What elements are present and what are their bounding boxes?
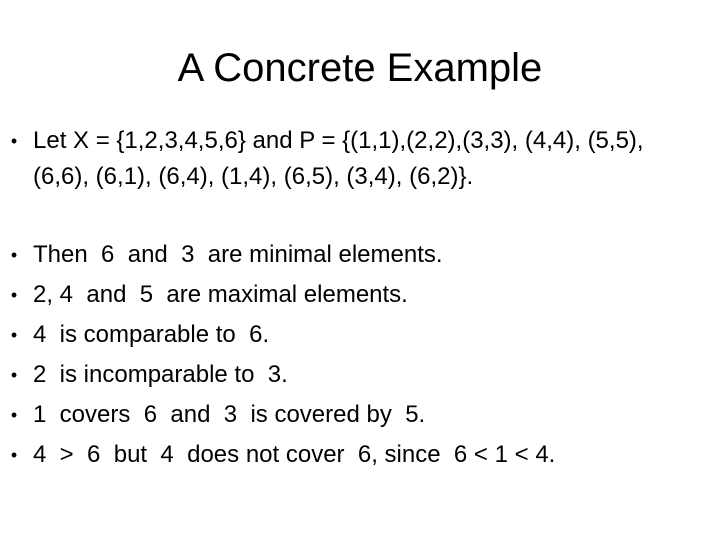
bullet-dot-icon: • [10, 365, 18, 385]
slide-title: A Concrete Example [177, 46, 543, 90]
bullet-text: 2 is incomparable to 3. [33, 361, 288, 388]
bullet-dot-icon: • [10, 405, 18, 425]
bullet-dot-icon: • [10, 325, 18, 345]
bullet-text: Let X = {1,2,3,4,5,6} and P = {(1,1),(2,2),(3,3), (4,4), (5,5), (6,6), (6,1), (6,4), (1,4), (6,5), (3,4), (6,2)}. [33, 127, 644, 190]
bullet-dot-icon: • [10, 445, 18, 465]
bullet-text: 4 is comparable to 6. [33, 321, 270, 348]
bullet-text: 4 > 6 but 4 does not cover 6, since 6 < 1 < 4. [33, 441, 556, 468]
bullet-text: Then 6 and 3 are minimal elements. [33, 241, 443, 268]
bullet-text: 2, 4 and 5 are maximal elements. [33, 281, 408, 308]
bullet-dot-icon: • [10, 131, 18, 151]
bullet-dot-icon: • [10, 245, 18, 265]
bullet-text: 1 covers 6 and 3 is covered by 5. [33, 401, 426, 428]
bullet-dot-icon: • [10, 285, 18, 305]
